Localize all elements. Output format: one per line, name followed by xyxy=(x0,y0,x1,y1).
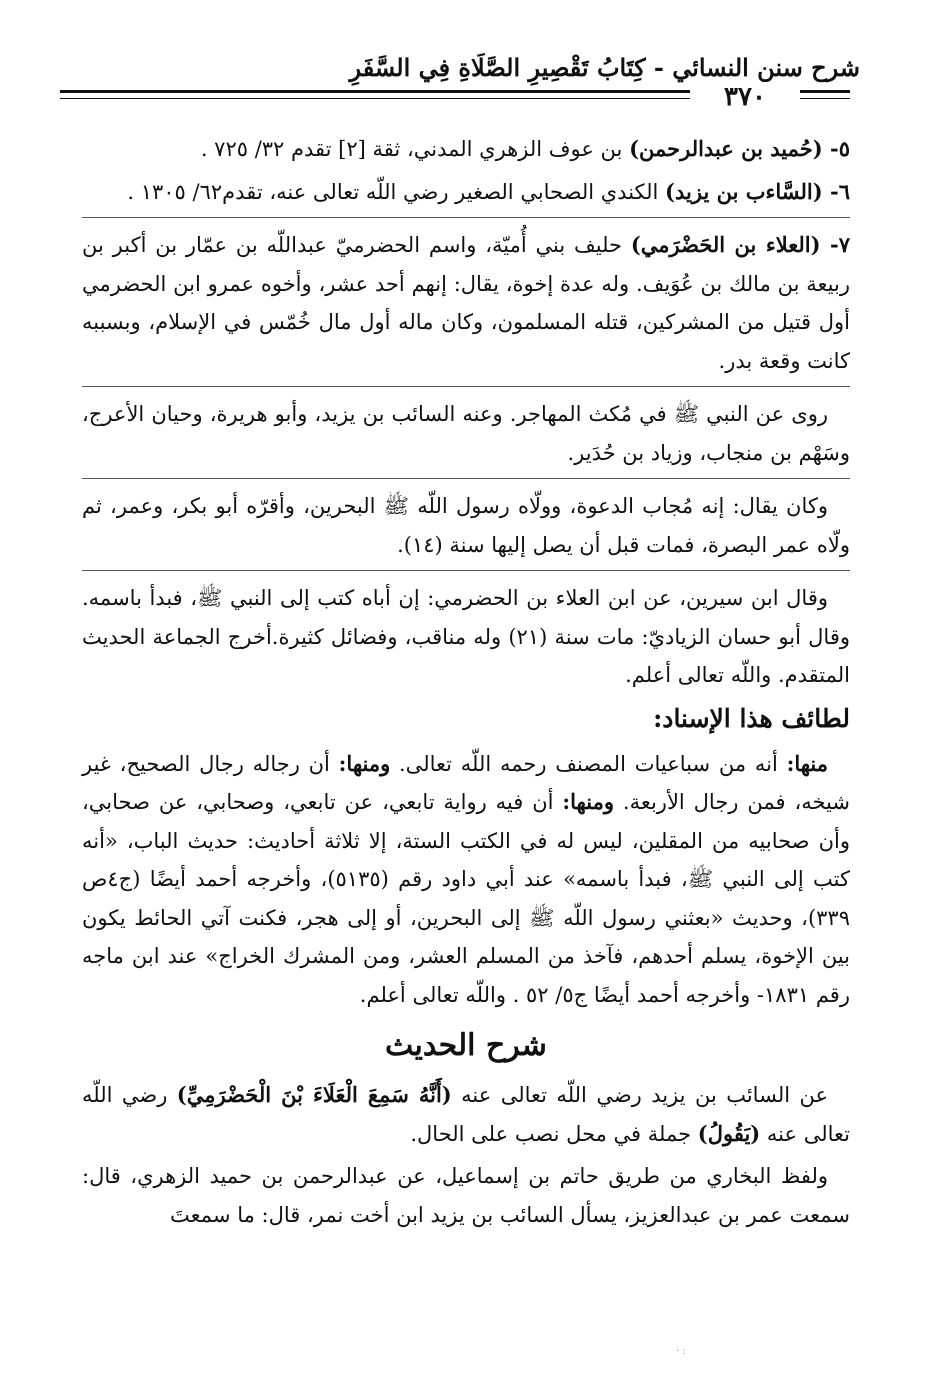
hadith-quote: (يَقُولُ) xyxy=(697,1120,761,1146)
page-number: ٣٧٠ xyxy=(690,82,800,112)
narrator-7 xyxy=(82,226,850,380)
separator xyxy=(82,570,850,571)
narrator-7-paragraph-4: وقال ابن سيرين، عن ابن العلاء بن الحضرمي: إن أباه كتب إلى النبي ﷺ، فبدأ باسمه. وقال أبو حسان الزياديّ: مات سنة (٢١) وله مناقب، وفضائل كثيرة.أخرج الجماعة الحديث المتقدم. واللّه تعالى أعلم. xyxy=(82,586,850,687)
minha-label: ومنها: xyxy=(338,750,391,776)
sharh-text: جملة في محل نصب على الحال. xyxy=(410,1121,698,1146)
sharh-text: رضي اللّه تعالى عنه xyxy=(82,1083,850,1146)
separator xyxy=(82,217,850,218)
narrator-6-name: ٦- (السَّاءب بن يزيد) xyxy=(665,178,850,204)
separator xyxy=(82,478,850,479)
running-title: شرح سنن النسائي - كِتَابُ تَقْصِيرِ الصَّلَاةِ فِي السَّفَرِ xyxy=(349,53,860,82)
narrator-7-text: حليف بني أُميّة، واسم الحضرميّ عبداللّه بن عمّار بن أكبر بن ربيعة بن مالك بن عُوَيف. وله عدة إخوة، يقال: إنهم أحد عشر، وأخوه عمرو ابن الحضرمي أول قتيل من المشركين، قتله المسلمون، وكان ماله أول مال خُمّس في الإسلام، وبسببه كانت وقعة بدر. xyxy=(82,233,850,373)
narrator-7-paragraph-2: روى عن النبي ﷺ في مُكث المهاجر. وعنه السائب بن يزيد، وأبو هريرة، وحيان الأعرج، وسَهْم بن منجاب، وزياد بن حُدَير. xyxy=(82,402,850,465)
lataif-text: أن رجاله رجال الصحيح، غير شيخه، فمن رجال الأربعة. xyxy=(82,751,850,814)
hadith-quote: (أَنَّهُ سَمِعَ الْعَلَاءَ بْنَ الْحَضْرَمِيِّ) xyxy=(176,1082,452,1107)
scan-dots: · : xyxy=(676,1346,686,1357)
narrator-5 xyxy=(82,130,850,169)
page-body xyxy=(82,130,850,1238)
sharh-heading: شرح الحديث xyxy=(385,1028,547,1063)
lataif-text: أنه من سباعيات المصنف رحمه اللّه تعالى. xyxy=(390,751,787,776)
narrator-6-text: الكندي الصحابي الصغير رضي اللّه تعالى عنه، تقدم٦٢/ ١٣٠٥ . xyxy=(127,179,666,204)
narrator-5-name: ٥- (حُميد بن عبدالرحمن) xyxy=(629,136,850,161)
minha-label: منها: xyxy=(786,750,828,776)
sharh-paragraph-1 xyxy=(82,1076,850,1153)
lataif-text: أن فيه رواية تابعي، عن تابعي، وصحابي، عن صحابي، وأن صحابيه من المقلين، ليس له في الكتب الستة، إلا ثلاثة أحاديث: حديث الباب، «أنه كتب إلى النبي ﷺ، فبدأ باسمه» عند أبي داود رقم (٥١٣٥)، وأخرجه أحمد أيضًا (ج٤ص ٣٣٩)، وحديث «بعثني رسول اللّه ﷺ إلى البحرين، أو إلى هجر، فكنت آتي الحائط يكون بين الإخوة، يسلم أحدهم، فآخذ من المسلم العشر، ومن المشرك الخراج» عند ابن ماجه رقم ١٨٣١- وأخرجه أحمد أيضًا ج٥/ ٥٢ . واللّه تعالى أعلم. xyxy=(82,790,850,1007)
narrator-7-name: ٧- (العلاء بن الحَضْرَمي) xyxy=(630,232,850,257)
sharh-paragraph-2: ولفظ البخاري من طريق حاتم بن إسماعيل، عن عبدالرحمن بن حميد الزهري، قال: سمعت عمر بن عبدالعزيز، يسأل السائب بن يزيد ابن أخت نمر، قال: ما سمعتَ xyxy=(82,1164,850,1227)
narrator-7-paragraph-3: وكان يقال: إنه مُجاب الدعوة، وولّاه رسول اللّه ﷺ البحرين، وأقرّه أبو بكر، وعمر، ثم ولّاه عمر البصرة، فمات قبل أن يصل إليها سنة (١٤). xyxy=(82,494,850,557)
separator xyxy=(82,386,850,387)
sharh-text: عن السائب بن يزيد رضي اللّه تعالى عنه xyxy=(451,1083,828,1107)
lataif-heading: لطائف هذا الإسناد: xyxy=(653,703,850,733)
narrator-6 xyxy=(82,173,850,212)
lataif-paragraph xyxy=(82,745,850,1015)
narrator-5-text: بن عوف الزهري المدني، ثقة [٢] تقدم ٣٢/ ٧٢٥ . xyxy=(200,137,630,161)
minha-label: ومنها: xyxy=(562,789,614,814)
